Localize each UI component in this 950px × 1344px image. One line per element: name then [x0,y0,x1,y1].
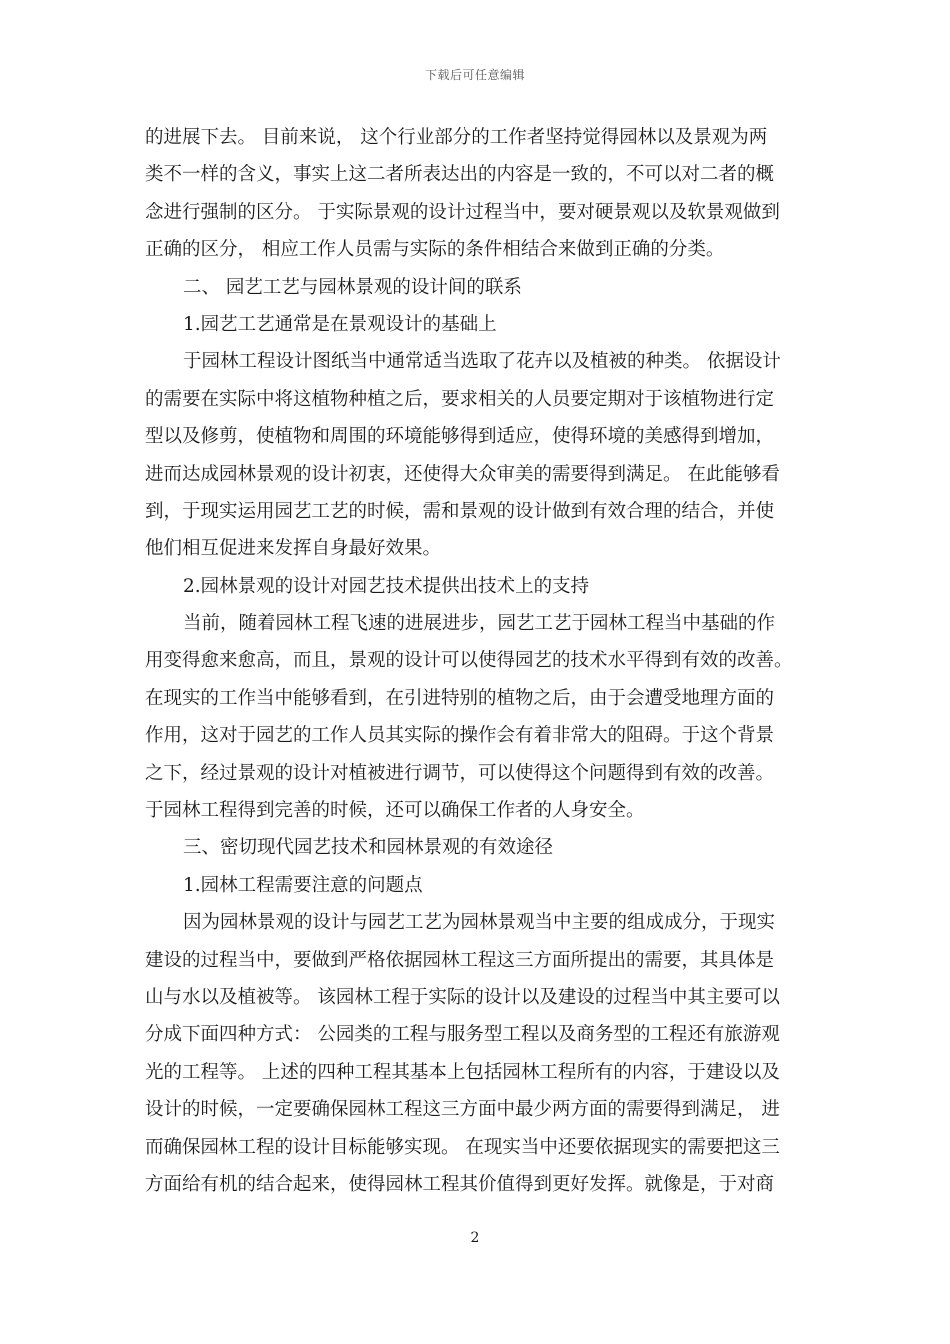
text-line: 作用，这对于园艺的工作人员其实际的操作会有着非常大的阻碍。于这个背景 [145,725,775,747]
subsection-heading: 2.园林景观的设计对园艺技术提供出技术上的支持 [183,575,590,597]
page-header: 下载后可任意编辑 [424,68,525,82]
text-line: 于园林工程设计图纸当中通常适当选取了花卉以及植被的种类。 依据设计 [183,351,781,373]
subsection-heading: 1.园艺工艺通常是在景观设计的基础上 [183,313,497,335]
text-line: 方面给有机的结合起来，使得园林工程其价值得到更好发挥。就像是，于对商 [145,1173,775,1195]
text-line: 而确保园林工程的设计目标能够实现。 在现实当中还要依据现实的需要把这三 [145,1136,780,1158]
text-line: 的进展下去。 目前来说， 这个行业部分的工作者坚持觉得园林以及景观为两 [145,127,768,148]
text-line: 在现实的工作当中能够看到，在引进特别的植物之后，由于会遭受地理方面的 [145,687,775,709]
text-line: 当前，随着园林工程飞速的进展进步，园艺工艺于园林工程当中基础的作 [183,613,776,635]
text-line: 分成下面四种方式： 公园类的工程与服务型工程以及商务型的工程还有旅游观 [145,1024,780,1046]
text-line: 于园林工程得到完善的时候，还可以确保工作者的人身安全。 [145,800,645,822]
text-line: 型以及修剪，使植物和周围的环境能够得到适应，使得环境的美感得到增加， [145,426,775,448]
subsection-heading: 1.园林工程需要注意的问题点 [183,874,423,896]
page-number: 2 [470,1230,480,1246]
section-heading: 二、 园艺工艺与园林景观的设计间的联系 [183,276,522,298]
text-line: 他们相互促进来发挥自身最好效果。 [145,538,442,560]
document-body [145,119,807,1203]
text-line: 到，于现实运用园艺工艺的时候，需和景观的设计做到有效合理的结合，并使 [145,500,775,522]
text-line: 用变得愈来愈高，而且，景观的设计可以使得园艺的技术水平得到有效的改善。 [145,650,793,672]
text-line: 设计的时候，一定要确保园林工程这三方面中最少两方面的需要得到满足， 进 [145,1099,780,1121]
text-line: 进而达成园林景观的设计初衷，还使得大众审美的需要得到满足。 在此能够看 [145,463,780,485]
text-line: 正确的区分， 相应工作人员需与实际的条件相结合来做到正确的分类。 [145,239,725,261]
text-line: 之下，经过景观的设计对植被进行调节，可以使得这个问题得到有效的改善。 [145,762,775,784]
section-heading: 三、密切现代园艺技术和园林景观的有效途径 [183,837,554,859]
text-line: 的需要在实际中将这植物种植之后，要求相关的人员要定期对于该植物进行定 [145,388,775,410]
text-line: 光的工程等。 上述的四种工程其基本上包括园林工程所有的内容，于建设以及 [145,1061,780,1083]
text-line: 念进行强制的区分。 于实际景观的设计过程当中，要对硬景观以及软景观做到 [145,201,780,223]
text-line: 类不一样的含义，事实上这二者所表达出的内容是一致的，不可以对二者的概 [145,164,775,186]
text-line: 因为园林景观的设计与园艺工艺为园林景观当中主要的组成成分，于现实 [183,912,776,934]
text-line: 山与水以及植被等。 该园林工程于实际的设计以及建设的过程当中其主要可以 [145,986,780,1008]
text-line: 建设的过程当中，要做到严格依据园林工程这三方面所提出的需要，其具体是 [145,949,775,971]
